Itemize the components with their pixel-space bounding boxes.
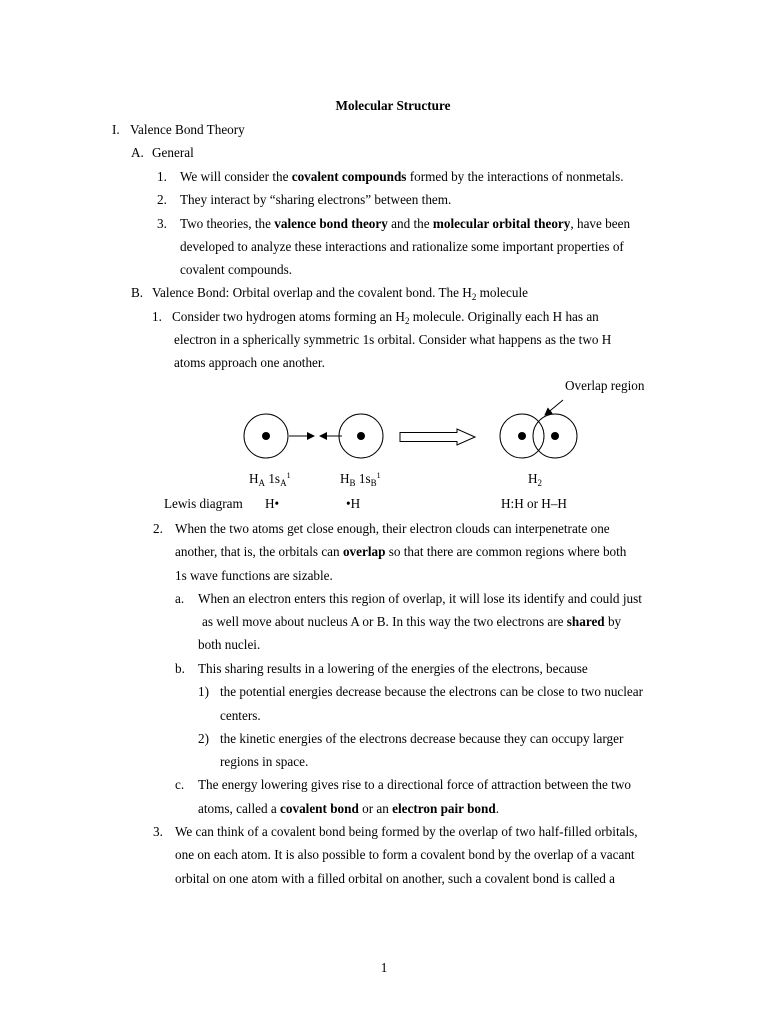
section-i-heading: Valence Bond Theory [130, 122, 245, 137]
item-b2-line2: another, that is, the orbitals can overlap so that there are common regions where both [175, 544, 627, 559]
section-b-number: B. [131, 285, 144, 300]
section-a-number: A. [131, 145, 144, 160]
section-i-number: I. [112, 122, 120, 137]
section-b-heading: Valence Bond: Orbital overlap and the covalent bond. The $H_2$ molecule [152, 285, 528, 302]
item-b3-line1: We can think of a covalent bond being formed by the overlap of two half-filled orbitals, [175, 824, 638, 839]
item-b2b1-line1: the potential energies decrease because the electrons can be close to two nuclear [220, 684, 644, 699]
lewis-h-atom-a: H• [265, 496, 280, 511]
overlap-region-label: Overlap region [565, 378, 645, 393]
item-b1-number: 1. [152, 309, 162, 324]
item-b2b-line1: This sharing results in a lowering of the energies of the electrons, because [198, 661, 588, 676]
item-b2a-line3: both nuclei. [198, 637, 261, 652]
item-a2-number: 2. [157, 192, 167, 207]
item-b2a-letter: a. [175, 591, 185, 606]
item-b3-number: 3. [153, 824, 163, 839]
item-a3-number: 3. [157, 216, 167, 231]
item-b2c-letter: c. [175, 777, 185, 792]
atom-a-nucleus [262, 432, 270, 440]
item-b2b1-line2: centers. [220, 708, 261, 723]
item-b2a-line2: as well move about nucleus A or B. In this way the two electrons are shared by [202, 614, 622, 629]
item-b2b-letter: b. [175, 661, 185, 676]
section-a-heading: General [152, 145, 194, 160]
overlap-pointer-arrow [545, 400, 563, 415]
page-number: 1 [380, 960, 388, 975]
item-b3-line2: one on each atom. It is also possible to form a covalent bond by the overlap of a vacant [175, 847, 635, 862]
h2-nucleus-right [551, 432, 559, 440]
lewis-h-atom-b: •H [346, 496, 361, 511]
item-b2b2-line2: regions in space. [220, 754, 309, 769]
item-b1-line3: atoms approach one another. [174, 355, 325, 370]
lewis-diagram-label: Lewis diagram [164, 496, 243, 511]
item-a1-number: 1. [157, 169, 167, 184]
item-a3-line3: covalent compounds. [180, 262, 293, 277]
item-b3-line3: orbital on one atom with a filled orbital on another, such a covalent bond is called a [175, 871, 616, 886]
item-b2c-line1: The energy lowering gives rise to a directional force of attraction between the two [198, 777, 631, 792]
orbital-overlap-diagram [230, 398, 610, 470]
h2-nucleus-left [518, 432, 526, 440]
h2-molecule-label: $H_2$ [528, 471, 543, 488]
item-b2-number: 2. [153, 521, 163, 536]
item-b2a-line1: When an electron enters this region of overlap, it will lose its identify and could just [198, 591, 642, 606]
item-b2-line1: When the two atoms get close enough, their electron clouds can interpenetrate one [175, 521, 610, 536]
item-b2b1-number: 1) [198, 684, 209, 699]
item-b2-line3: 1s wave functions are sizable. [175, 568, 333, 583]
page-title: Molecular Structure [335, 98, 451, 113]
item-a3-line1: Two theories, the valence bond theory and the molecular orbital theory, have been [180, 216, 631, 231]
lewis-h2-molecule: H:H or H–H [501, 496, 567, 511]
item-b2b2-number: 2) [198, 731, 209, 746]
item-a3-line2: developed to analyze these interactions and rationalize some important properties of [180, 239, 624, 254]
reaction-arrow [400, 429, 475, 445]
item-b1-line2: electron in a spherically symmetric 1s orbital. Consider what happens as the two H [174, 332, 612, 347]
atom-a-label: $H_A$ $1s_A^1$ [249, 471, 291, 488]
atom-b-label: $H_B$ $1s_B^1$ [340, 471, 381, 488]
item-b1-line1: Consider two hydrogen atoms forming an $H_2$ molecule. Originally each H has an [172, 309, 599, 326]
item-b2c-line2: atoms, called a covalent bond or an electron pair bond. [198, 801, 499, 816]
item-b2b2-line1: the kinetic energies of the electrons decrease because they can occupy larger [220, 731, 624, 746]
item-a1-text: We will consider the covalent compounds formed by the interactions of nonmetals. [180, 169, 624, 184]
item-a2-text: They interact by “sharing electrons” between them. [180, 192, 452, 207]
atom-b-nucleus [357, 432, 365, 440]
